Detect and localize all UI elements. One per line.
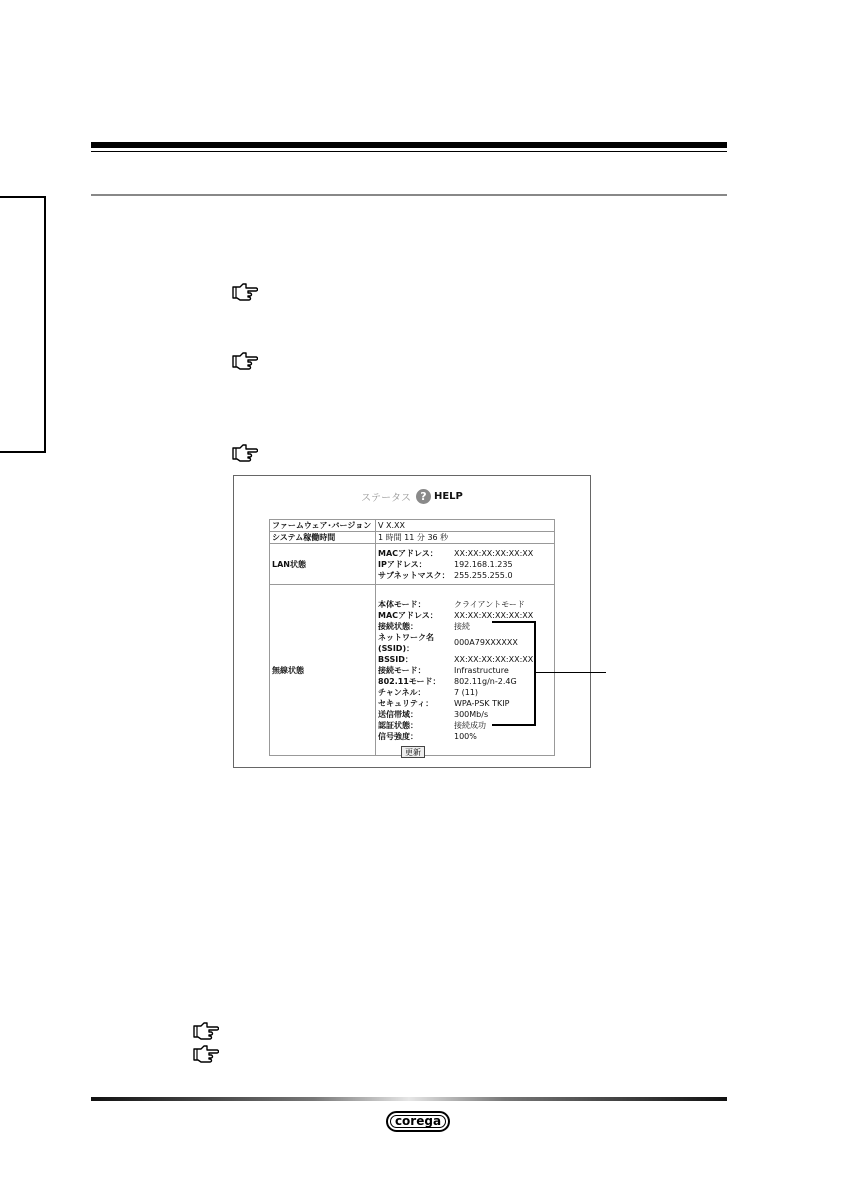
lan-subnet-label: サブネットマスク： xyxy=(378,570,450,580)
wireless-section-label: 無線状態 xyxy=(270,585,376,756)
header-rule-thick xyxy=(91,142,727,148)
lan-ip-label: IPアドレス： xyxy=(378,559,427,569)
wl-security-label: セキュリティ： xyxy=(378,698,434,708)
pointing-hand-icon xyxy=(232,444,258,462)
uptime-label: システム稼働時間 xyxy=(270,532,376,544)
wl-channel-label: チャンネル： xyxy=(378,687,426,697)
side-tab xyxy=(0,196,46,453)
wl-ssid-value: 000A79XXXXXX xyxy=(454,638,518,647)
wl-bssid-label: BSSID： xyxy=(378,654,413,664)
callout-bracket xyxy=(492,621,536,726)
table-row xyxy=(270,532,555,544)
wl-auth-value: 接続成功 xyxy=(454,720,486,730)
status-screenshot xyxy=(233,475,591,768)
wl-conn-value: 接続 xyxy=(454,621,470,631)
wl-connmode-value: Infrastructure xyxy=(454,665,509,675)
pointing-hand-icon xyxy=(193,1045,219,1063)
help-icon[interactable]: ? xyxy=(416,489,431,504)
pointing-hand-icon xyxy=(232,352,258,370)
wl-security-value: WPA-PSK TKIP xyxy=(454,698,510,708)
help-link[interactable]: HELP xyxy=(433,491,463,502)
wl-auth-label: 認証状態： xyxy=(378,720,418,730)
status-title xyxy=(234,489,590,504)
pointing-hand-icon xyxy=(232,283,258,301)
wl-connmode-label: 接続モード： xyxy=(378,665,426,675)
wl-mode-label: 本体モード： xyxy=(378,599,426,609)
lan-details xyxy=(376,544,555,585)
wl-bandwidth-value: 300Mb/s xyxy=(454,709,489,719)
wl-80211-value: 802.11g/n-2.4G xyxy=(454,676,517,686)
lan-ip-value: 192.168.1.235 xyxy=(454,559,513,569)
wl-signal-label: 信号強度： xyxy=(378,731,418,741)
footer-bar xyxy=(91,1097,727,1101)
callout-line xyxy=(536,672,606,673)
section-rule xyxy=(91,194,727,196)
lan-mac-value: XX:XX:XX:XX:XX:XX xyxy=(454,548,534,558)
status-title-text: ステータス xyxy=(361,493,411,504)
wl-ssid-label-2: (SSID)： xyxy=(378,643,415,653)
corega-logo xyxy=(386,1111,450,1132)
wl-ssid-label-1: ネットワーク名 xyxy=(378,632,434,642)
refresh-button[interactable]: 更新 xyxy=(401,746,425,758)
table-row xyxy=(270,520,555,532)
uptime-value: 1 時間 11 分 36 秒 xyxy=(376,532,555,544)
wl-mode-value: クライアントモード xyxy=(454,599,525,609)
table-row xyxy=(270,544,555,585)
firmware-value: V X.XX xyxy=(376,520,555,532)
firmware-label: ファームウェア･バージョン xyxy=(270,520,376,532)
lan-mac-label: MACアドレス： xyxy=(378,548,438,558)
lan-section-label: LAN状態 xyxy=(270,544,376,585)
wl-80211-label: 802.11モード： xyxy=(378,676,441,686)
wl-ssid-label xyxy=(378,632,454,654)
wl-mac-label: MACアドレス： xyxy=(378,610,438,620)
wl-channel-value: 7 (11) xyxy=(454,687,479,697)
wl-bssid-value: XX:XX:XX:XX:XX:XX xyxy=(454,654,534,664)
wl-signal-value: 100% xyxy=(454,731,477,741)
wl-conn-label: 接続状態： xyxy=(378,621,418,631)
pointing-hand-icon xyxy=(193,1022,219,1040)
logo-text: corega xyxy=(394,1114,442,1128)
wl-bandwidth-label: 送信帯域： xyxy=(378,709,418,719)
wl-mac-value: XX:XX:XX:XX:XX:XX xyxy=(454,610,534,620)
lan-subnet-value: 255.255.255.0 xyxy=(454,570,513,580)
header-rule-thin xyxy=(91,151,727,152)
